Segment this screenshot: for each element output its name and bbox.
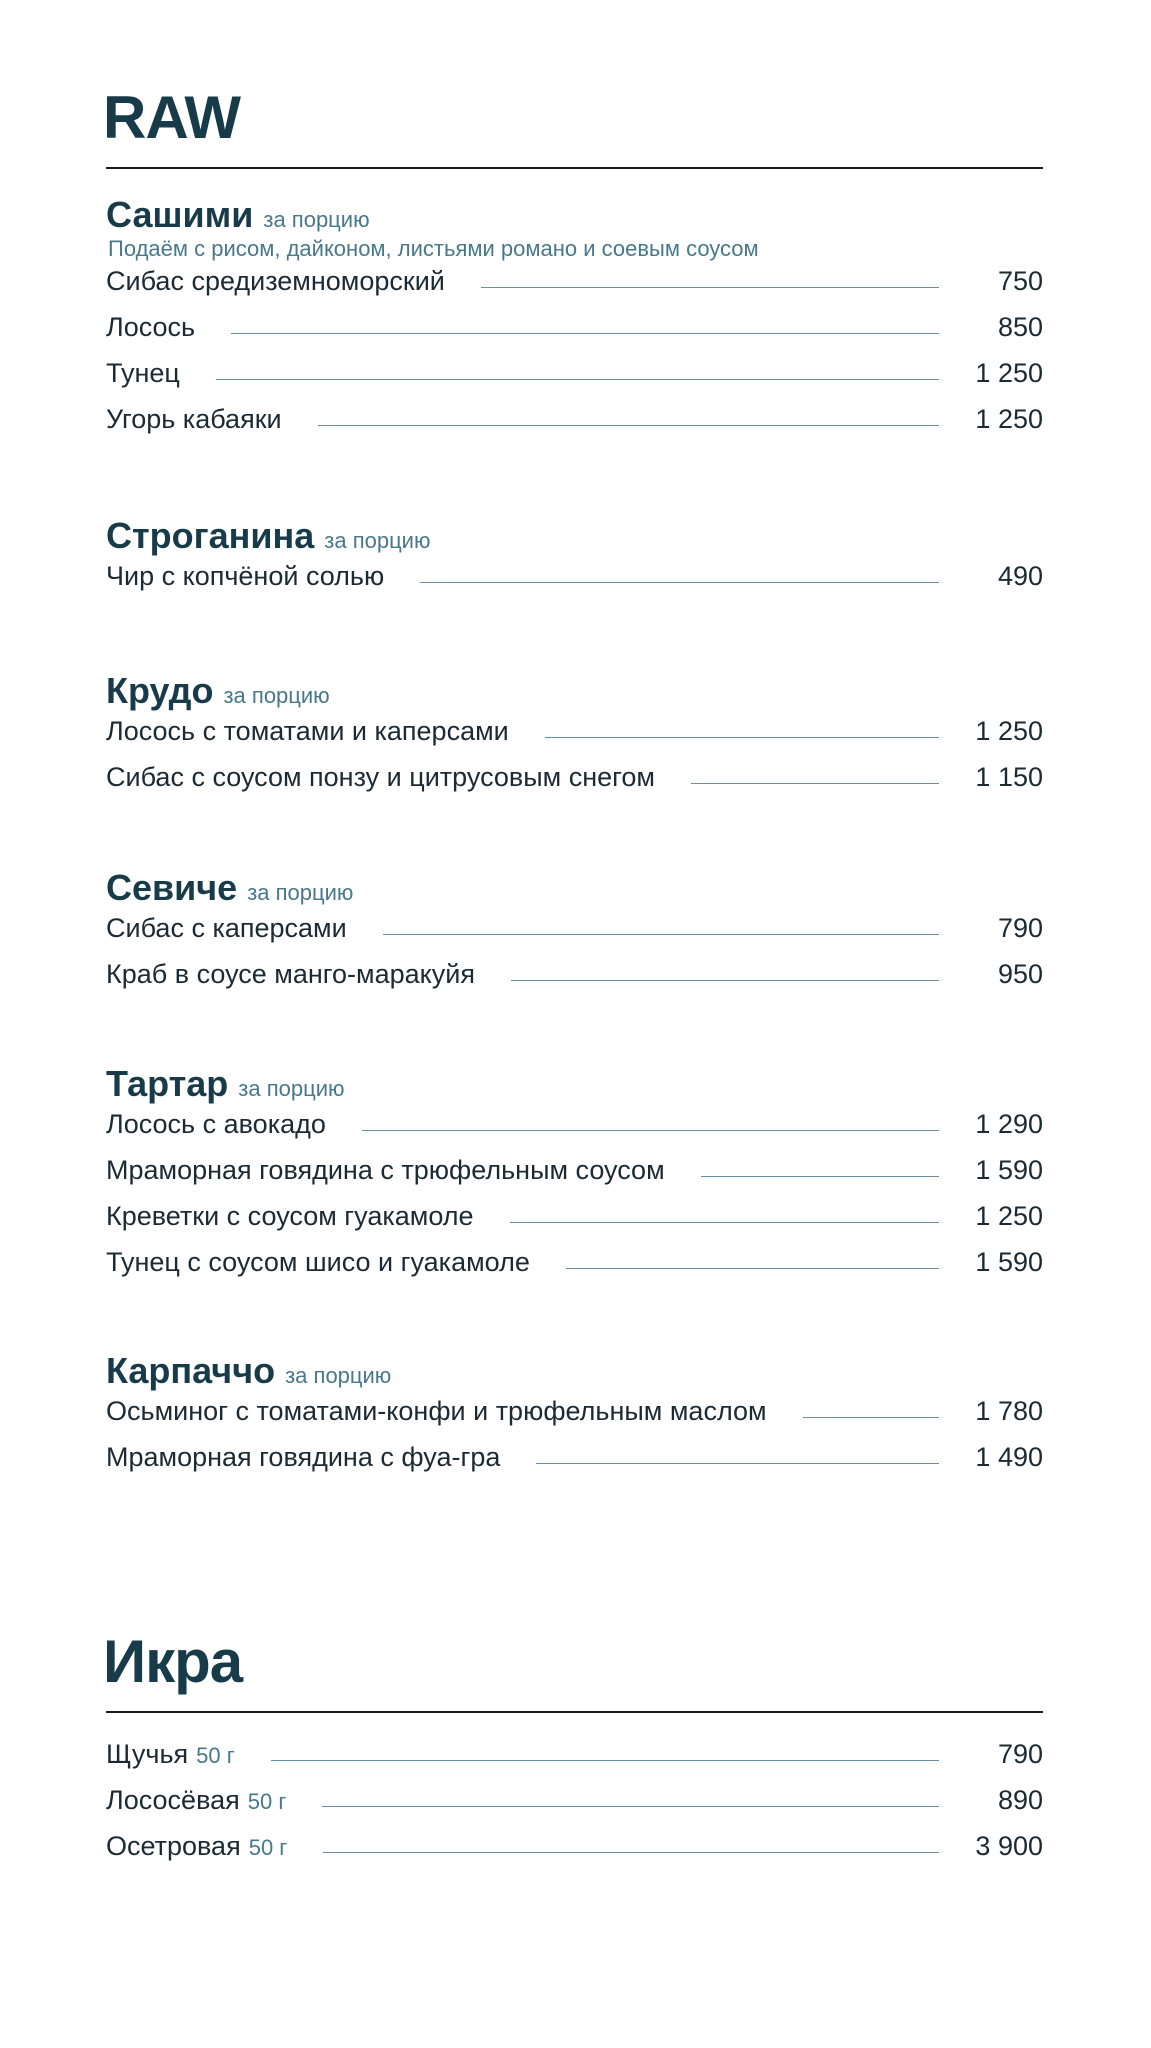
item-leader-line <box>691 783 939 784</box>
caviar-divider <box>106 1711 1043 1713</box>
section-title: Карпаччо <box>106 1350 276 1391</box>
item-name: Лосось с авокадо <box>106 1109 326 1139</box>
menu-item <box>106 1831 1043 1877</box>
menu-item <box>106 404 1043 450</box>
item-price: 1 150 <box>975 762 1043 792</box>
item-price: 1 590 <box>975 1155 1043 1185</box>
item-name: Чир с копчёной солью <box>106 561 385 591</box>
section-carpaccio <box>106 1350 1043 1488</box>
menu-item <box>106 959 1043 1005</box>
item-leader-line <box>545 737 939 738</box>
item-price: 790 <box>997 913 1043 943</box>
menu-item <box>106 1396 1043 1442</box>
item-name: Мраморная говядина с фуа-гра <box>106 1442 501 1472</box>
section-crudo <box>106 670 1043 808</box>
item-leader-line <box>323 1852 939 1853</box>
caviar-heading: Икра <box>103 1628 243 1695</box>
item-price: 1 490 <box>975 1442 1043 1472</box>
menu-item <box>106 1109 1043 1155</box>
item-name: Щучья <box>106 1739 189 1769</box>
section-unit: за порцию <box>263 207 370 232</box>
item-unit: 50 г <box>196 1743 235 1768</box>
item-leader-line <box>362 1130 939 1131</box>
item-price: 1 780 <box>975 1396 1043 1426</box>
item-price: 1 590 <box>975 1247 1043 1277</box>
item-name: Осетровая <box>106 1831 241 1861</box>
item-price: 1 290 <box>975 1109 1043 1139</box>
section-title: Строганина <box>106 515 315 556</box>
section-stroganina <box>106 515 1043 607</box>
item-price: 1 250 <box>975 716 1043 746</box>
section-tartare <box>106 1063 1043 1293</box>
section-header <box>106 867 1043 913</box>
section-title: Тартар <box>106 1063 229 1104</box>
item-price: 3 900 <box>975 1831 1043 1861</box>
menu-item <box>106 1201 1043 1247</box>
item-name: Тунец с соусом шисо и гуакамоле <box>106 1247 530 1277</box>
section-sashimi <box>106 194 1043 450</box>
item-price: 790 <box>997 1739 1043 1769</box>
item-leader-line <box>271 1760 939 1761</box>
item-price: 850 <box>997 312 1043 342</box>
item-price: 750 <box>997 266 1043 296</box>
section-ceviche <box>106 867 1043 1005</box>
item-leader-line <box>803 1417 939 1418</box>
item-name: Мраморная говядина с трюфельным соусом <box>106 1155 665 1185</box>
item-name: Лосось с томатами и каперсами <box>106 716 509 746</box>
menu-item <box>106 1442 1043 1488</box>
menu-item <box>106 716 1043 762</box>
item-name: Лосось <box>106 312 196 342</box>
item-name: Сибас с каперсами <box>106 913 347 943</box>
section-header <box>106 670 1043 716</box>
section-unit: за порцию <box>238 1076 345 1101</box>
section-caviar <box>106 1739 1043 1877</box>
section-unit: за порцию <box>324 528 431 553</box>
item-name: Осьминог с томатами-конфи и трюфельным маслом <box>106 1396 767 1426</box>
item-price: 1 250 <box>975 1201 1043 1231</box>
menu-item <box>106 358 1043 404</box>
section-header <box>106 1350 1043 1396</box>
menu-item <box>106 1739 1043 1785</box>
menu-item <box>106 266 1043 312</box>
section-title: Крудо <box>106 670 214 711</box>
raw-heading: RAW <box>103 84 240 151</box>
section-header <box>106 515 1043 561</box>
item-price: 890 <box>997 1785 1043 1815</box>
item-leader-line <box>420 582 939 583</box>
menu-item <box>106 1155 1043 1201</box>
item-leader-line <box>481 287 939 288</box>
item-name: Сибас с соусом понзу и цитрусовым снегом <box>106 762 655 792</box>
item-name: Креветки с соусом гуакамоле <box>106 1201 474 1231</box>
item-leader-line <box>701 1176 939 1177</box>
item-leader-line <box>383 934 939 935</box>
raw-divider <box>106 167 1043 169</box>
item-leader-line <box>511 980 939 981</box>
item-leader-line <box>566 1268 939 1269</box>
section-header <box>106 194 1043 240</box>
menu-item <box>106 913 1043 959</box>
section-title: Севиче <box>106 867 238 908</box>
item-leader-line <box>536 1463 939 1464</box>
section-title: Сашими <box>106 194 254 235</box>
menu-item <box>106 762 1043 808</box>
section-unit: за порцию <box>285 1363 392 1388</box>
item-leader-line <box>510 1222 939 1223</box>
item-unit: 50 г <box>247 1789 287 1814</box>
item-name: Краб в соусе манго-маракуйя <box>106 959 475 989</box>
item-leader-line <box>318 425 939 426</box>
section-unit: за порцию <box>223 683 330 708</box>
item-leader-line <box>322 1806 939 1807</box>
menu-item <box>106 312 1043 358</box>
item-name: Сибас средиземноморский <box>106 266 445 296</box>
item-name: Тунец <box>106 358 180 388</box>
menu-item <box>106 1785 1043 1831</box>
menu-item <box>106 561 1043 607</box>
item-leader-line <box>231 333 939 334</box>
item-unit: 50 г <box>248 1835 288 1860</box>
item-leader-line <box>216 379 939 380</box>
item-price: 490 <box>997 561 1043 591</box>
item-name: Угорь кабаяки <box>106 404 282 434</box>
section-header <box>106 1063 1043 1109</box>
section-description: Подаём с рисом, дайконом, листьями романо и соевым соусом <box>108 236 759 261</box>
menu-item <box>106 1247 1043 1293</box>
item-name: Лососёвая <box>106 1785 240 1815</box>
item-price: 950 <box>997 959 1043 989</box>
item-price: 1 250 <box>975 404 1043 434</box>
item-price: 1 250 <box>975 358 1043 388</box>
section-unit: за порцию <box>247 880 354 905</box>
